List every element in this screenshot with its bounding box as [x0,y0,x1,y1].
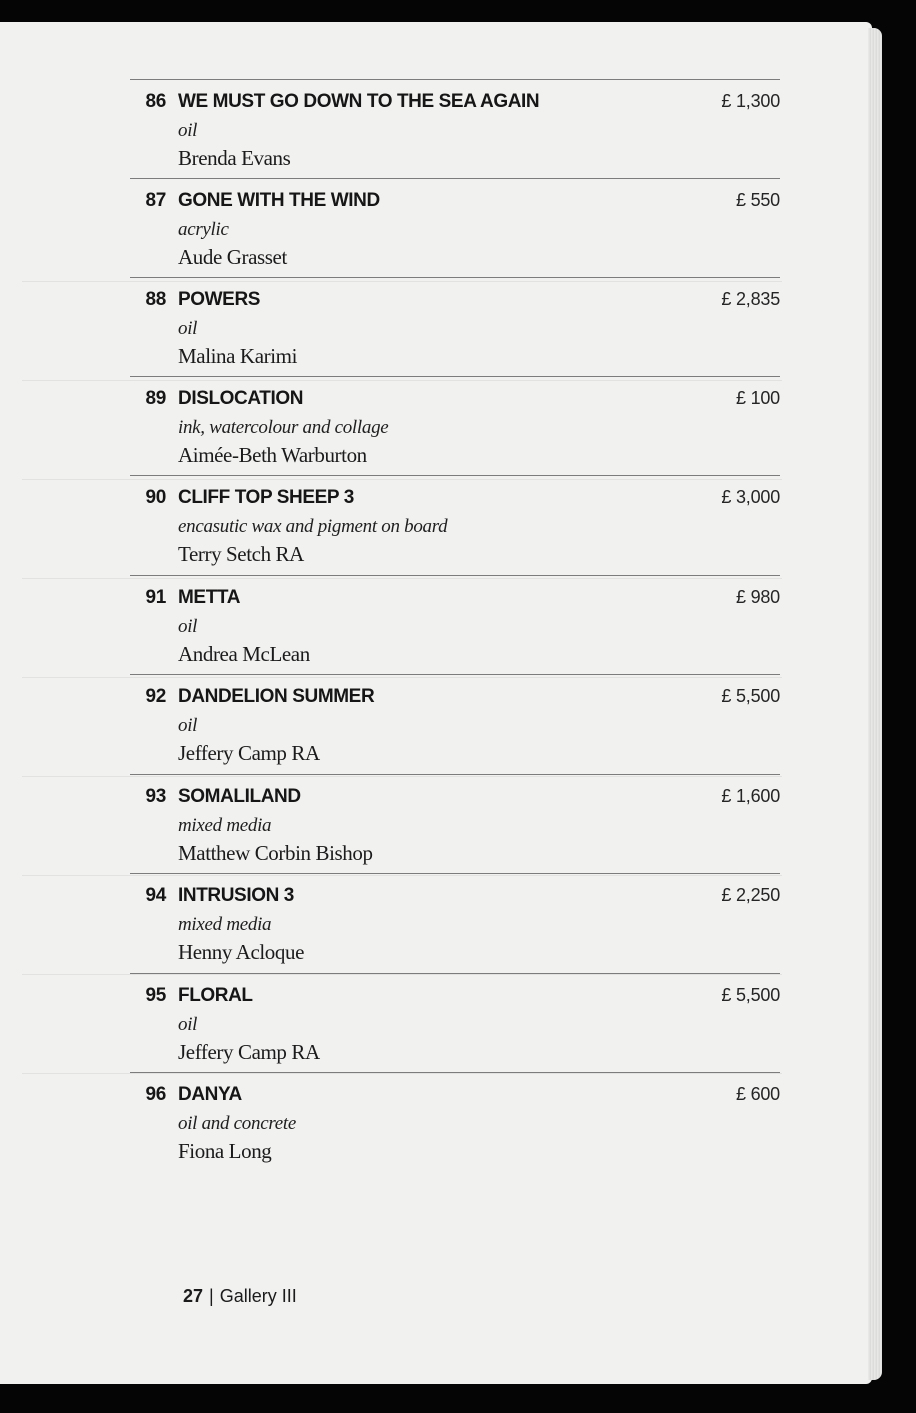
entry-number: 91 [145,587,166,608]
page-number: 27 [183,1286,204,1306]
entry-number: 93 [145,786,166,807]
artwork-entry [130,79,780,178]
artwork-entry [130,1072,780,1171]
artwork-entry [130,277,780,376]
artwork-price: £ 1,300 [721,91,780,111]
artwork-medium: oil and concrete [178,1113,296,1134]
artwork-title: WE MUST GO DOWN TO THE SEA AGAIN [178,91,540,112]
artwork-entry [130,774,780,873]
artwork-price: £ 3,000 [721,487,780,507]
artwork-entry [130,475,780,574]
artwork-title: DISLOCATION [178,388,304,409]
artwork-price: £ 550 [735,190,780,210]
artwork-title: CLIFF TOP SHEEP 3 [178,487,354,508]
page-footer [183,1286,297,1307]
artist-name: Jeffery Camp RA [178,741,320,765]
artist-name: Andrea McLean [178,642,310,666]
artwork-title: SOMALILAND [178,786,301,807]
entry-number: 96 [145,1084,166,1105]
entry-number: 86 [145,91,166,112]
artwork-price: £ 100 [735,388,780,408]
artist-name: Matthew Corbin Bishop [178,841,373,865]
entry-number: 90 [145,487,166,508]
entry-number: 88 [145,289,166,310]
artwork-price: £ 1,600 [721,786,780,806]
artist-name: Jeffery Camp RA [178,1040,320,1064]
artwork-medium: mixed media [178,815,272,836]
artist-name: Brenda Evans [178,146,291,170]
artwork-entry [130,873,780,972]
artist-name: Aimée-Beth Warburton [178,443,367,467]
artist-name: Malina Karimi [178,344,298,368]
artwork-price: £ 5,500 [721,686,780,706]
artwork-title: POWERS [178,289,261,310]
artist-name: Henny Acloque [178,940,305,964]
artwork-medium: acrylic [178,219,229,240]
artwork-title: GONE WITH THE WIND [178,190,380,211]
artwork-title: METTA [178,587,241,608]
artwork-entry [130,674,780,773]
artwork-entry [130,575,780,674]
artwork-price: £ 5,500 [721,985,780,1005]
artwork-entry [130,376,780,475]
entry-number: 94 [145,885,166,906]
entry-number: 92 [145,686,166,707]
artist-name: Aude Grasset [178,245,287,269]
artist-name: Fiona Long [178,1139,272,1163]
artwork-medium: encasutic wax and pigment on board [178,516,448,537]
artwork-title: DANDELION SUMMER [178,686,375,707]
footer-separator: | [209,1286,214,1306]
artwork-medium: oil [178,1014,198,1035]
artwork-medium: oil [178,715,198,736]
artwork-title: FLORAL [178,985,253,1006]
entry-number: 95 [145,985,166,1006]
artwork-price: £ 600 [735,1084,780,1104]
artwork-medium: oil [178,120,198,141]
catalogue-page [0,22,872,1384]
artwork-medium: oil [178,616,198,637]
artist-name: Terry Setch RA [178,542,304,566]
entry-number: 87 [145,190,166,211]
artwork-title: INTRUSION 3 [178,885,294,906]
entry-number: 89 [145,388,166,409]
artwork-price: £ 2,250 [721,885,780,905]
gallery-name: Gallery III [219,1286,297,1306]
artwork-medium: ink, watercolour and collage [178,417,389,438]
artwork-entry [130,178,780,277]
artwork-title: DANYA [178,1084,242,1105]
artwork-entry [130,973,780,1072]
artwork-price: £ 2,835 [721,289,780,309]
page-edges [868,28,882,1380]
artwork-medium: mixed media [178,914,272,935]
artwork-medium: oil [178,318,198,339]
artwork-price: £ 980 [735,587,780,607]
